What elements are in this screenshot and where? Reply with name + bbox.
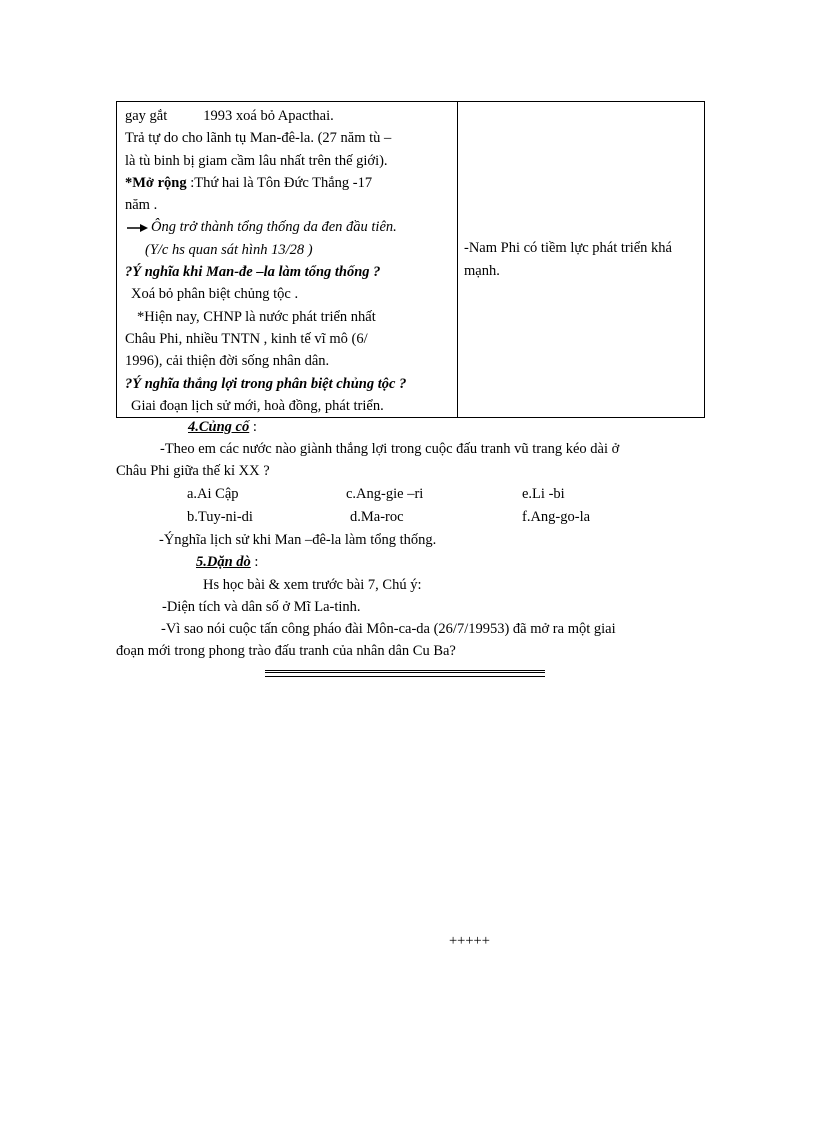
- table-line: là tù binh bị giam cầm lâu nhất trên thế giới).: [125, 152, 388, 169]
- section-4-question-cont: Châu Phi giữa thế kỉ XX ?: [116, 463, 270, 479]
- table-text: gay gắt: [125, 108, 168, 124]
- table-right-text: -Nam Phi có tiềm lực phát triển khá mạnh.: [464, 240, 672, 279]
- table-text: :Thứ hai là Tôn Đức Thắng -17: [186, 174, 373, 191]
- section-5-colon: :: [250, 554, 259, 570]
- table-line: *Hiện nay, CHNP là nước phát triển nhất: [137, 308, 376, 325]
- expand-label: *Mở rộng: [125, 174, 187, 191]
- table-line: Trả tự do cho lãnh tụ Man-đê-la. (27 năm tù –: [125, 130, 392, 147]
- section-5-line-3: -Vì sao nói cuộc tấn công pháo đài Môn-ca-da (26/7/19953) đã mở ra một giai: [161, 621, 616, 637]
- section-4-note: -Ýnghĩa lịch sử khi Man –đê-la làm tổng thống.: [159, 532, 437, 548]
- section-4-heading: [188, 419, 257, 436]
- option-f: f.Ang-go-la: [522, 509, 591, 525]
- section-5-line-2: -Diện tích và dân số ở Mĩ La-tinh.: [162, 599, 361, 615]
- section-5-line-1: Hs học bài & xem trước bài 7, Chú ý:: [203, 577, 422, 593]
- section-4-title: 4.Củng cố: [188, 419, 250, 435]
- option-e: e.Li -bi: [522, 486, 565, 502]
- option-b: b.Tuy-ni-di: [187, 509, 253, 525]
- table-line: Xoá bỏ phân biệt chủng tộc .: [131, 286, 299, 303]
- table-text: Ông trở thành tổng thống da đen đầu tiên.: [151, 219, 397, 236]
- section-divider: [265, 670, 545, 677]
- footer-mark: +++++: [449, 933, 490, 949]
- option-d: d.Ma-roc: [350, 509, 404, 525]
- table-left-cell: [117, 102, 458, 418]
- option-c: c.Ang-gie –ri: [346, 486, 424, 502]
- right-arrow-icon: [127, 223, 149, 233]
- section-5-line-4: đoạn mới trong phong trào đấu tranh của nhân dân Cu Ba?: [116, 643, 456, 659]
- table-line: [125, 172, 457, 194]
- section-5-heading: [196, 554, 258, 571]
- table-line: năm .: [125, 197, 158, 214]
- section-4-question: -Theo em các nước nào giành thắng lợi trong cuộc đấu tranh vũ trang kéo dài ở: [160, 441, 620, 457]
- section-5-title: 5.Dặn dò: [196, 554, 251, 570]
- option-a: a.Ai Cập: [187, 486, 239, 502]
- table-line: Giai đoạn lịch sử mới, hoà đồng, phát triển.: [131, 397, 384, 414]
- content-table: [116, 101, 705, 418]
- table-line: 1996), cải thiện đời sống nhân dân.: [125, 353, 330, 370]
- table-question: ?Ý nghĩa thắng lợi trong phân biệt chủng tộc ?: [125, 375, 407, 392]
- table-line: Châu Phi, nhiều TNTN , kinh tế vĩ mô (6/: [125, 330, 368, 347]
- table-question: ?Ý nghĩa khi Man-đe –la làm tổng thống ?: [125, 264, 381, 281]
- table-text: 1993 xoá bỏ Apacthai.: [203, 108, 334, 124]
- section-4-colon: :: [249, 419, 257, 435]
- table-right-cell: [458, 102, 705, 418]
- table-line: [125, 105, 457, 127]
- table-line: [127, 216, 457, 238]
- table-line: (Y/c hs quan sát hình 13/28 ): [145, 241, 313, 258]
